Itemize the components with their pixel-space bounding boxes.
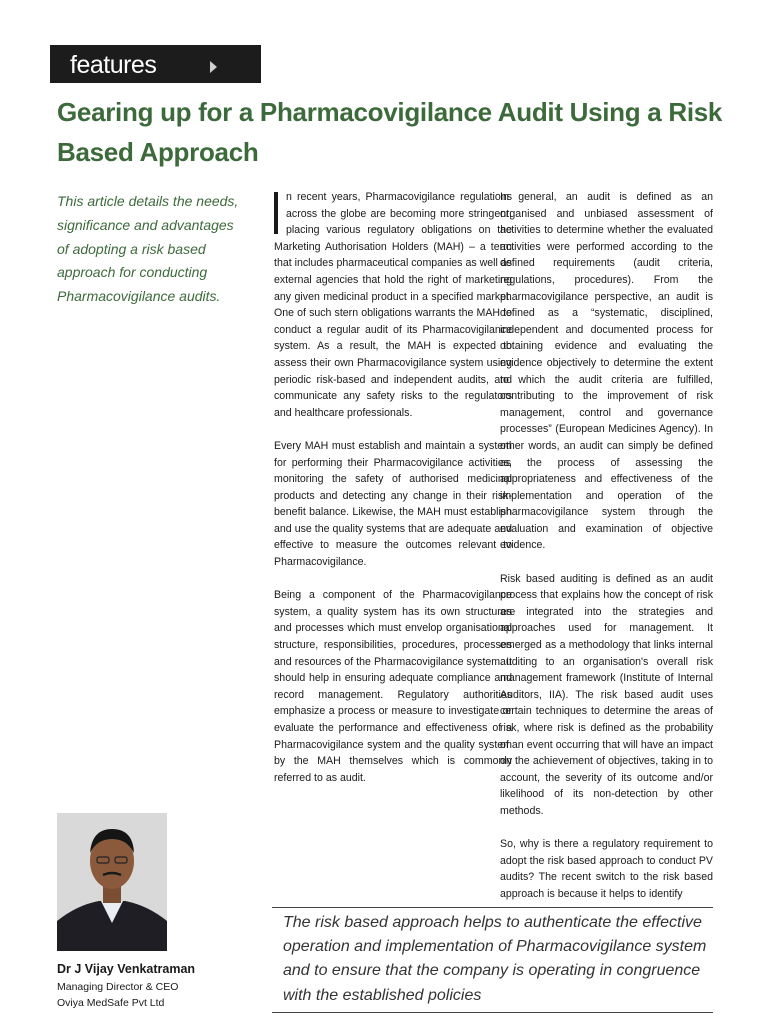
article-intro: This article details the needs, significance and advantages of adopting a risk based approach for conducting Pharmacovigilance audits. [57,193,239,305]
body-column-1 [274,189,512,803]
author-role: Managing Director & CEO [57,981,179,993]
paragraph: So, why is there a regulatory requirement to adopt the risk based approach to conduct PV audits? The recent switch to the risk based approach is because it helps to identify [500,838,713,900]
pullquote: The risk based approach helps to authenticate the effective operation and implementation of Pharmacovigilance system and to ensure that the company is operating in congruence with the established policies [283,914,707,1004]
paragraph: Being a component of the Pharmacovigilance system, a quality system has its own structures and processes which must envelop organisational structure, responsibilities, procedures, processes and resources of the Pharmacovigilance system. It should help in ensuring adequate compliance and record management. Regulatory authorities emphasize a process or measure to investigate or evaluate the performance and effectiveness of a Pharmacovigilance system and the quality system by the MAH themselves which is commonly referred to as audit. [274,589,512,784]
right-triangle-icon [210,61,217,73]
section-banner [50,45,261,83]
author-company: Oviya MedSafe Pvt Ltd [57,997,165,1009]
section-label: features [70,51,157,79]
paragraph: n recent years, Pharmacovigilance regulations across the globe are becoming more stringent, placing various regulatory obligations on the Marketing Authorisation Holders (MAH) – a term that includes pharmaceutical companies as well as external agencies that hold the right of marketing any given medicinal product in a specified market. One of such stern obligations warrants the MAH to conduct a regular audit of its Pharmacovigilance system. As a result, the MAH is expected to assess their own Pharmacovigilance system using periodic risk-based and independent audits, and communicate any safety risks to the regulators and healthcare professionals. [274,191,512,419]
paragraph: Risk based auditing is defined as an audit process that explains how the concept of risk are integrated into the strategies and approaches used for management. It emerged as a methodology that links internal auditing to an organisation's overall risk management framework (Institute of Internal Auditors, IIA). The risk based audit uses certain techniques to determine the areas of risk, where risk is defined as the probability of an event occurring that will have an impact on the achievement of objectives, taking in to account, the severity of its outcome and/or likelihood of its non-detection by other methods. [500,572,713,817]
body-column-2 [500,189,713,919]
pullquote-bottom-rule [272,1012,713,1013]
paragraph: In general, an audit is defined as an organised and unbiased assessment of activities to determine whether the evaluated activities were performed according to the defined requirements (audit criteria, regulations, procedures). From the pharmacovigilance perspective, an audit is defined as a “systematic, disciplined, independent and documented process for obtaining evidence and evaluating the evidence objectively to determine the extent to which the audit criteria are fulfilled, contributing to the improvement of risk management, control and governance processes” (European Medicines Agency). In other words, an audit can simply be defined as the process of assessing the appropriateness and effectiveness of the implementation and operation of the pharmacovigilance system through the evaluation and examination of objective evidence. [500,191,713,552]
paragraph: Every MAH must establish and maintain a system for performing their Pharmacovigilance activities, monitoring the safety of authorised medicinal products and detecting any change in their risk-benefit balance. Likewise, the MAH must establish and use the quality systems that are adequate and effective to measure the outcomes relevant to Pharmacovigilance. [274,439,512,569]
pullquote-top-rule [272,907,713,908]
drop-cap [274,192,278,234]
article-title: Gearing up for a Pharmacovigilance Audit Using a Risk Based Approach [57,97,723,167]
author-photo [57,813,167,951]
author-name: Dr J Vijay Venkatraman [57,962,196,976]
